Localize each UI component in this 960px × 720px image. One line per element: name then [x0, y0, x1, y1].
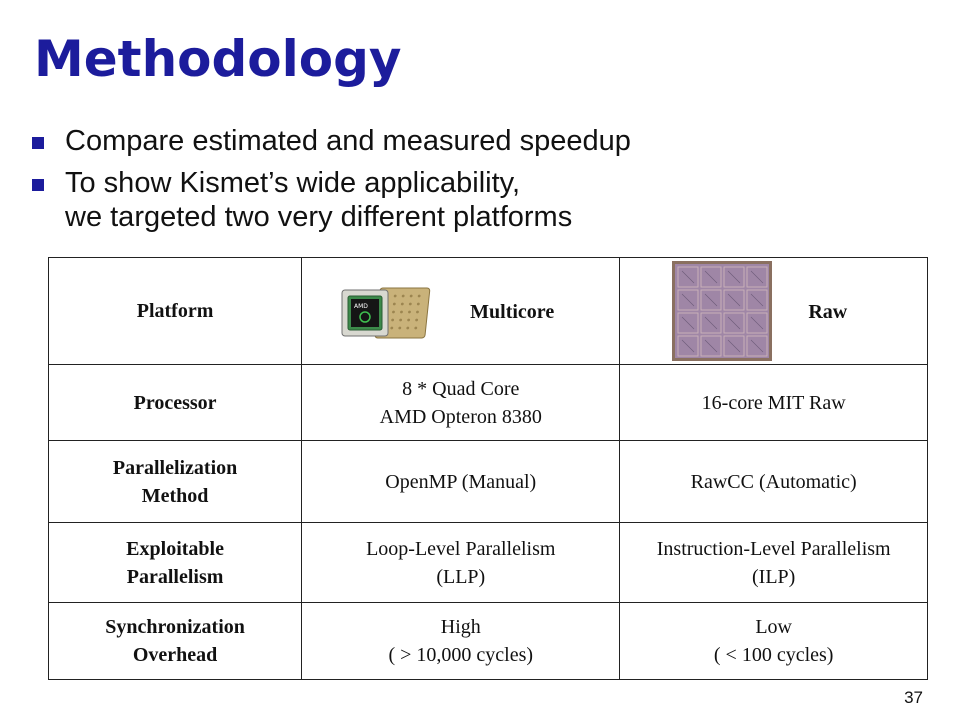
multicore-cell — [302, 603, 620, 680]
cell-line: Loop-Level Parallelism — [366, 537, 556, 560]
cell-line: 16-core MIT Raw — [701, 391, 846, 414]
cell-line: AMD Opteron 8380 — [379, 405, 542, 428]
cell-line: (LLP) — [436, 565, 486, 588]
cell-line: ( < 100 cycles) — [713, 644, 834, 666]
svg-text:AMD: AMD — [354, 303, 369, 310]
bullet-text: To show Kismet’s wide applicability, — [65, 167, 521, 199]
table-row — [49, 523, 928, 603]
page-number: 37 — [904, 688, 923, 707]
cell-line: Instruction-Level Parallelism — [656, 537, 891, 560]
header-multicore-label: Multicore — [470, 301, 555, 323]
slide-title: Methodology — [34, 30, 402, 88]
raw-cell — [620, 441, 928, 523]
row-label-line: Overhead — [132, 644, 218, 666]
cell-line: OpenMP (Manual) — [385, 470, 537, 493]
raw-processor-die-image — [672, 261, 772, 361]
bullet-list — [30, 124, 631, 234]
header-multicore-cell — [302, 258, 620, 365]
cell-line: RawCC (Automatic) — [690, 470, 857, 493]
cell-line: Low — [755, 616, 793, 638]
table-row — [49, 365, 928, 441]
raw-cell — [620, 523, 928, 603]
row-label: Processor — [49, 365, 302, 441]
row-label-line: Exploitable — [126, 537, 224, 560]
multicore-cell — [302, 523, 620, 603]
row-label — [49, 523, 302, 603]
table-row — [49, 441, 928, 523]
raw-cell — [620, 365, 928, 441]
header-raw-label: Raw — [808, 301, 848, 323]
table-header-row — [49, 258, 928, 365]
cell-line: (ILP) — [752, 565, 796, 588]
bullet-square-icon — [32, 179, 44, 191]
row-label-line: Synchronization — [105, 616, 245, 638]
row-label — [49, 441, 302, 523]
row-label-line: Method — [141, 484, 209, 507]
bullet-square-icon — [32, 137, 44, 149]
cell-line: ( > 10,000 cycles) — [388, 644, 534, 666]
header-platform: Platform — [49, 258, 302, 365]
header-raw-cell — [620, 258, 928, 365]
bullet-item — [30, 124, 631, 158]
multicore-cell — [302, 441, 620, 523]
bullet-text-continued: we targeted two very different platforms — [65, 201, 573, 233]
row-label — [49, 603, 302, 680]
cell-line: 8 * Quad Core — [402, 377, 520, 400]
bullet-text: Compare estimated and measured speedup — [65, 125, 631, 157]
raw-cell — [620, 603, 928, 680]
table-row — [49, 603, 928, 680]
row-label-line: Parallelism — [126, 565, 224, 588]
row-label-line: Parallelization — [112, 456, 238, 479]
comparison-table — [48, 257, 928, 680]
cell-line: High — [440, 616, 481, 638]
multicore-cell — [302, 365, 620, 441]
bullet-item — [30, 166, 631, 234]
amd-opteron-chip-image — [340, 284, 436, 342]
